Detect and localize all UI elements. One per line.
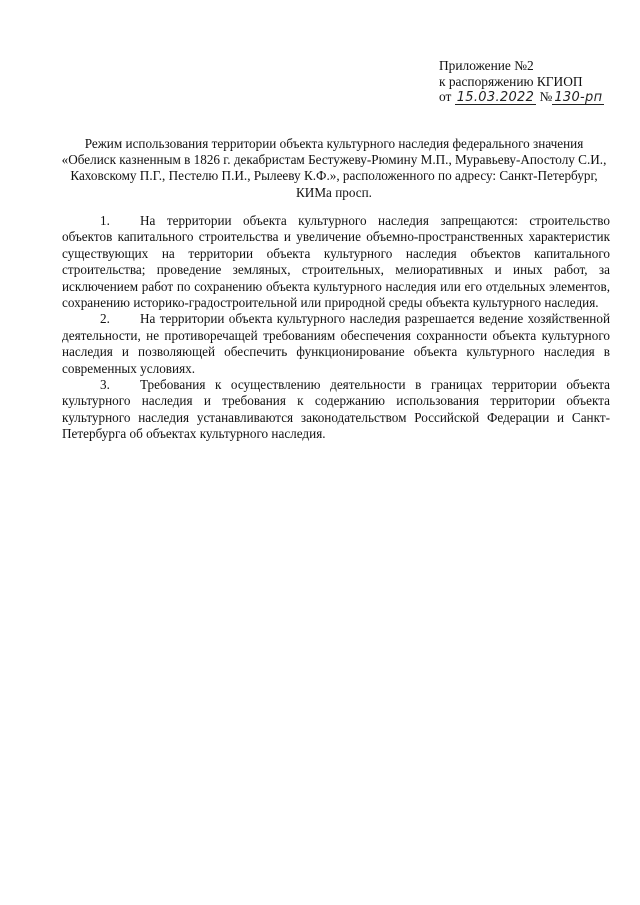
paragraph-3 — [62, 377, 610, 443]
title-line-1: Режим использования территории объекта культурного наследия федерального значения — [84, 136, 584, 151]
paragraph-text: Требования к осуществлению деятельности в границах территории объекта культурного наследия и требования к содержанию использования территории объекта культурного наследия устанавливаются законодательством Российской Федерации и Санкт-Петербурга об объектах культурного наследия. — [62, 377, 610, 442]
paragraph-text: На территории объекта культурного наследия разрешается ведение хозяйственной деятельности, не противоречащей требованиям обеспечения сохранности объекта культурного наследия и позволяющей обеспечить функционирование объекта культурного наследия в современных условиях. — [62, 311, 610, 376]
document-body — [62, 213, 610, 443]
paragraph-number: 3. — [100, 377, 110, 393]
appendix-date-number — [439, 89, 629, 105]
paragraph-1 — [62, 213, 610, 311]
title-line-2: «Обелиск казненным в 1826 г. декабристам Бестужеву-Рюмину М.П., Муравьеву-Апостолу С.И., — [61, 152, 607, 168]
title-line-3: Каховскому П.Г., Пестелю П.И., Рылееву К.Ф.», расположенного по адресу: Санкт-Петербург, — [70, 168, 598, 184]
appendix-title: Приложение №2 — [439, 58, 534, 73]
handwritten-date: 15.03.2022 — [456, 90, 535, 105]
document-title — [58, 136, 610, 201]
paragraph-number: 2. — [100, 311, 110, 327]
handwritten-number: 130-рп — [554, 90, 603, 105]
paragraph-number: 1. — [100, 213, 110, 228]
paragraph-text: На территории объекта культурного наследия запрещаются: строительство объектов капитального строительства и увеличение объемно-пространственных характеристик существующих на территории объекта культурного наследия объектов капитального строительства; проведение земляных, строительных, мелиоративных и иных работ, за исключением работ по сохранению объекта культурного наследия или его отдельных элементов, сохранению историко-градостроительной или природной среды объекта культурного наследия. — [62, 213, 610, 311]
appendix-header — [439, 58, 629, 105]
date-prefix: от — [439, 89, 452, 104]
number-prefix: № — [539, 89, 553, 104]
paragraph-2 — [62, 311, 610, 377]
title-line-4: КИМа просп. — [296, 184, 372, 200]
appendix-order-reference: к распоряжению КГИОП — [439, 73, 583, 89]
